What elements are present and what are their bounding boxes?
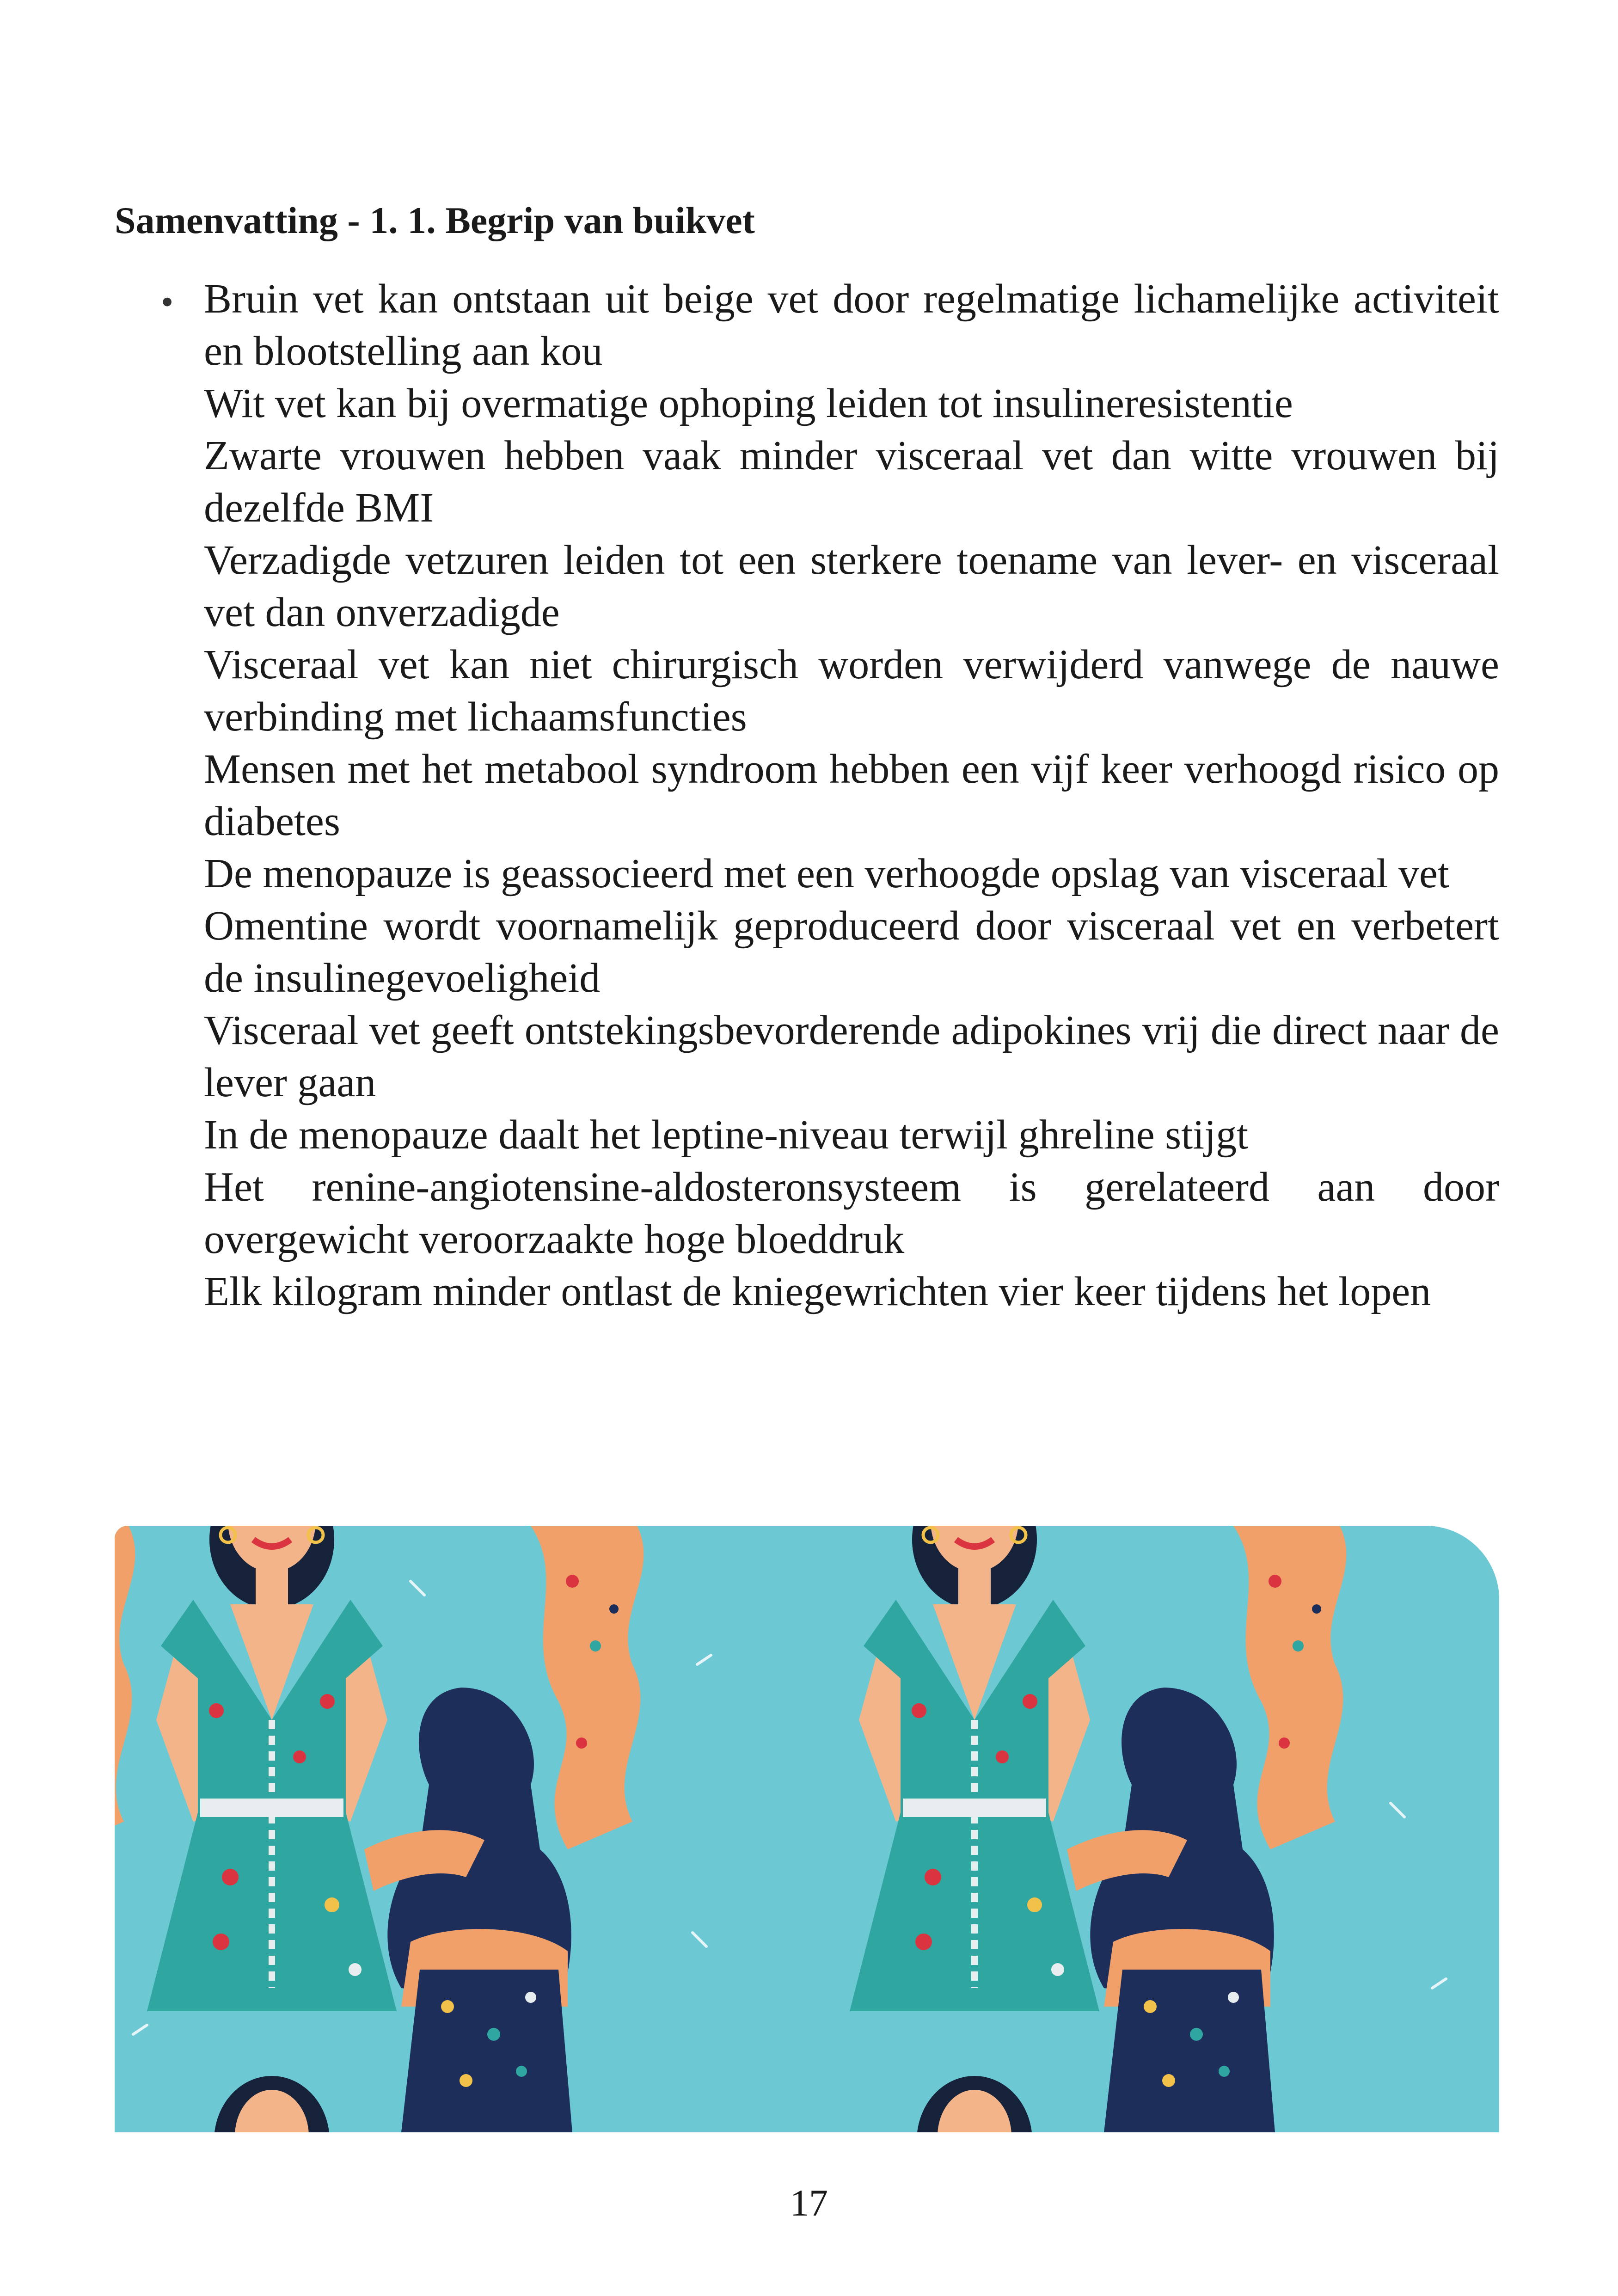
page-number: 17	[790, 2182, 828, 2224]
summary-item: Het renine-angiotensine-aldosteronsysteem is gerelateerd aan door overgewicht veroorzaakte hoge bloeddruk	[204, 1164, 1499, 1262]
summary-list	[115, 273, 1499, 1318]
summary-item: Elk kilogram minder ontlast de kniegewrichten vier keer tijdens het lopen	[204, 1269, 1431, 1314]
women-illustration	[115, 1526, 1499, 2132]
summary-item: Omentine wordt voornamelijk geproduceerd door visceraal vet en verbetert de insulinegevoeligheid	[204, 903, 1499, 1001]
summary-item: Bruin vet kan ontstaan uit beige vet door regelmatige lichamelijke activiteit en blootstelling aan kou	[204, 276, 1499, 374]
bullet-marker: •	[161, 282, 174, 322]
summary-items	[204, 273, 1499, 1318]
summary-item: Visceraal vet kan niet chirurgisch worden verwijderd vanwege de nauwe verbinding met lichaamsfuncties	[204, 642, 1499, 740]
summary-item: Verzadigde vetzuren leiden tot een sterkere toename van lever- en visceraal vet dan onverzadigde	[204, 537, 1499, 635]
summary-item: In de menopauze daalt het leptine-niveau terwijl ghreline stijgt	[204, 1112, 1249, 1158]
summary-item: De menopauze is geassocieerd met een verhoogde opslag van visceraal vet	[204, 851, 1449, 896]
summary-item: Mensen met het metabool syndroom hebben een vijf keer verhoogd risico op diabetes	[204, 746, 1499, 844]
summary-item: Wit vet kan bij overmatige ophoping leiden tot insulineresistentie	[204, 381, 1293, 426]
section-heading: Samenvatting - 1. 1. Begrip van buikvet	[115, 199, 755, 241]
summary-item: Visceraal vet geeft ontstekingsbevorderende adipokines vrij die direct naar de lever gaan	[204, 1007, 1499, 1105]
summary-item: Zwarte vrouwen hebben vaak minder visceraal vet dan witte vrouwen bij dezelfde BMI	[204, 433, 1499, 531]
